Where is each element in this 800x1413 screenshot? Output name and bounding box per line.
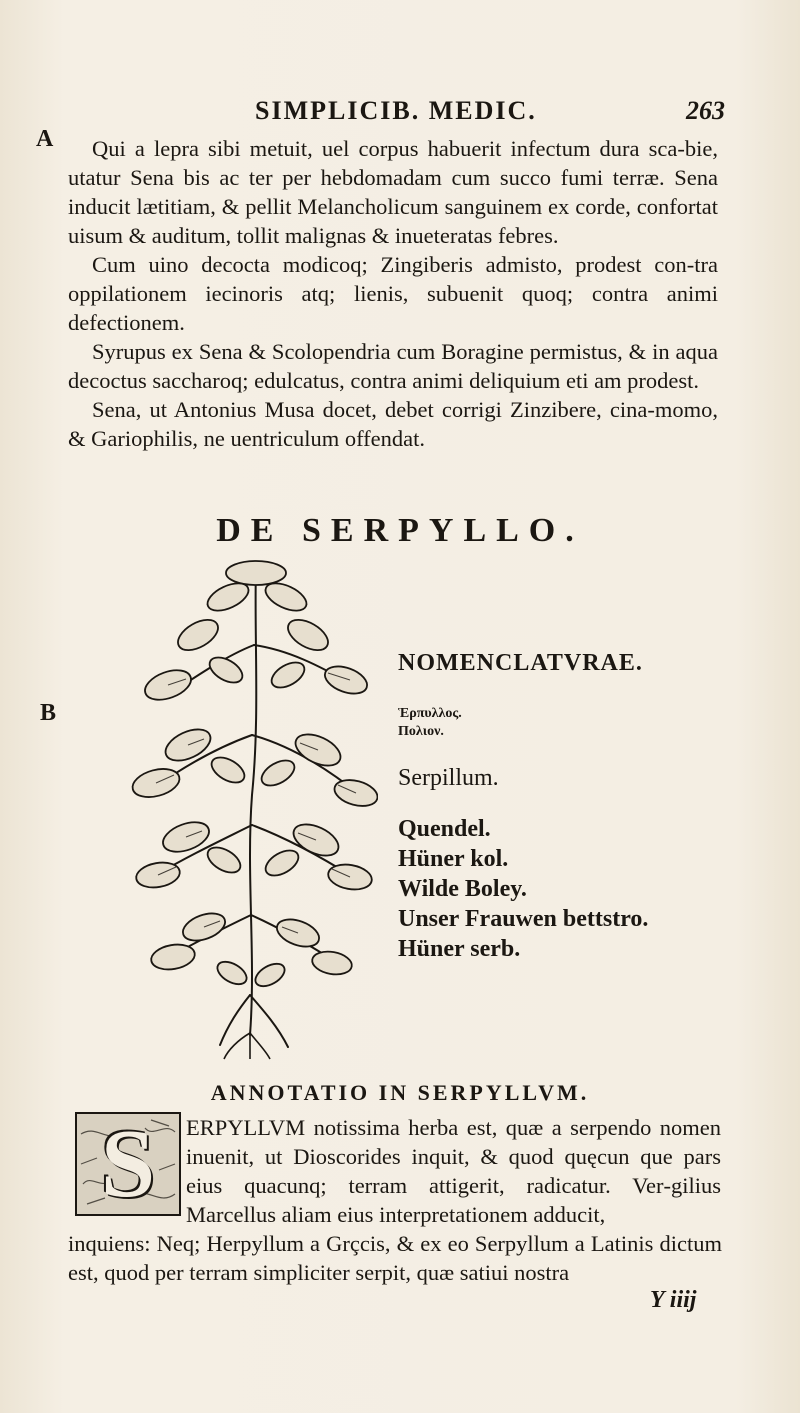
upper-text — [68, 134, 718, 453]
initial-letter: S — [100, 1110, 156, 1218]
latin-name: Serpillum. — [398, 765, 499, 791]
margin-marker-a: A — [36, 126, 54, 152]
german-name-4: Unser Frauwen bettstro. — [398, 906, 649, 932]
german-name-5: Hüner serb. — [398, 936, 521, 962]
section-title: DE SERPYLLO. — [216, 512, 584, 549]
nomenclature-title: NOMENCLATVRAE. — [398, 650, 643, 676]
paragraph-musa: Sena, ut Antonius Musa docet, debet corrigi Zinzibere, cina‑momo, & Gariophilis, ne uentriculum offendat. — [68, 397, 718, 451]
greek-name-1: Ἑρπυλλος. — [398, 706, 462, 721]
annotation-heading: ANNOTATIO IN SERPYLLVM. — [210, 1080, 590, 1105]
decorated-initial — [75, 1112, 181, 1216]
running-head — [255, 96, 725, 130]
serpyllum-woodcut-illustration — [128, 555, 378, 1060]
signature-mark: Y iiij — [650, 1287, 697, 1313]
greek-name-2: Πολιον. — [398, 724, 444, 739]
paragraph-uino: Cum uino decocta modicoq; Zingiberis admisto, prodest con‑tra oppilationem iecinoris atq; lienis, subuenit quoq; contra animi defectionem. — [68, 252, 718, 335]
annotation-lead-text: ERPYLLVM notissima herba est, quæ a serpendo nomen inuenit, ut Dioscorides inquit, & quod quęcun que pars eius quacunq; terram attigerit, radicatur. Ver‑gilius Marcellus aliam eius interpretationem adducit, — [186, 1115, 721, 1227]
german-name-1: Quendel. — [398, 816, 491, 842]
german-name-2: Hüner kol. — [398, 846, 509, 872]
paragraph-lepra: Qui a lepra sibi metuit, uel corpus habuerit infectum dura sca‑bie, utatur Sena bis ac ter per hebdomadam cum succo fumi terræ. Sena inducit lætitiam, & pellit Melancholicum sanguinem ex corde, confortat uisum & auditum, tollit malignas & inueteratas febres. — [68, 136, 718, 248]
paragraph-syrupus: Syrupus ex Sena & Scolopendria cum Boragine permistus, & in aqua decoctus saccharoq; edulcatus, contra animi deliquium eti am prodest. — [68, 339, 718, 393]
page-number: 263 — [686, 96, 725, 125]
margin-marker-b: B — [40, 700, 57, 726]
annotation-continuation-text: inquiens: Neq; Herpyllum a Grçcis, & ex eo Serpyllum a Latinis dictum est, quod per terram simpliciter serpit, quæ satiui nostra — [68, 1231, 722, 1285]
german-name-3: Wilde Boley. — [398, 876, 527, 902]
nomenclature-block — [398, 650, 758, 964]
running-title: SIMPLICIB. MEDIC. — [255, 96, 537, 125]
